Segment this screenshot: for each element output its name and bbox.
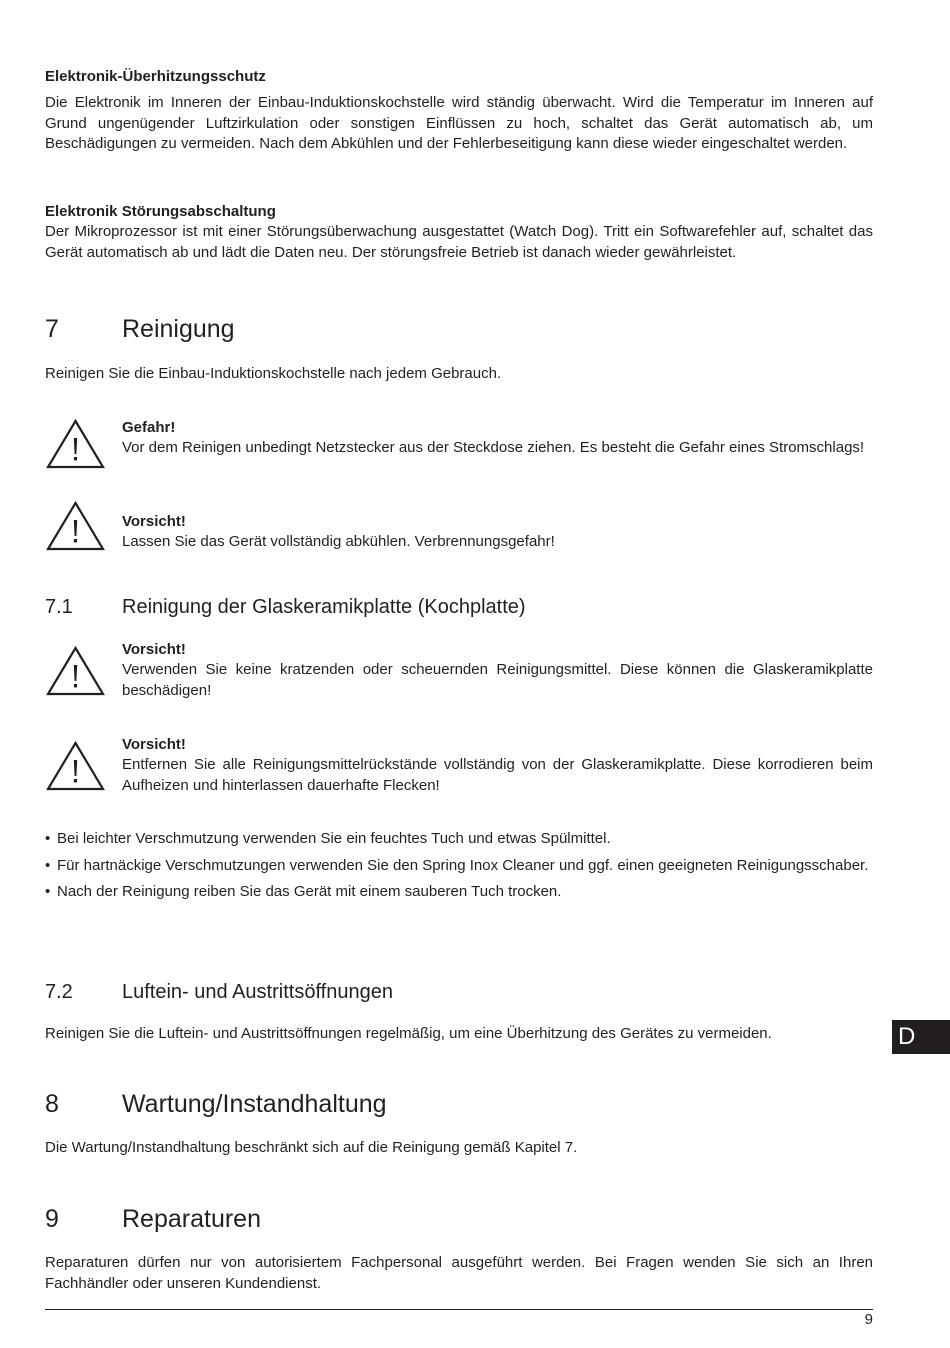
list-item: • Für hartnäckige Verschmutzungen verwenden Sie den Spring Inox Cleaner und ggf. einen geeigneten Reinigungsschaber. [45, 856, 869, 874]
fault-section [45, 202, 873, 263]
chapter-number: 7 [45, 315, 59, 343]
warning-triangle-icon [45, 645, 106, 697]
section-7-1-heading [45, 595, 526, 619]
list-item: • Bei leichter Verschmutzung verwenden Sie ein feuchtes Tuch und etwas Spülmittel. [45, 830, 611, 847]
section-title: Luftein- und Austrittsöffnungen [122, 981, 393, 1003]
section-number: 7.1 [45, 596, 73, 618]
section-7-2-text: Reinigen Sie die Luftein- und Austrittsöffnungen regelmäßig, um eine Überhitzung des Gerätes zu vermeiden. [45, 1025, 772, 1042]
chapter-8-text: Die Wartung/Instandhaltung beschränkt sich auf die Reinigung gemäß Kapitel 7. [45, 1139, 578, 1156]
section-title: Reinigung der Glaskeramikplatte (Kochplatte) [122, 596, 526, 618]
chapter-number: 8 [45, 1090, 59, 1118]
warning-triangle-icon [45, 418, 106, 470]
list-item: • Nach der Reinigung reiben Sie das Gerät mit einem sauberen Tuch trocken. [45, 883, 562, 900]
section-7-2-heading [45, 980, 393, 1004]
warning-title: Vorsicht! [122, 641, 186, 658]
language-tab-marker: D [892, 1020, 950, 1054]
overheat-title: Elektronik-Überhitzungsschutz [45, 68, 266, 85]
chapter-7-heading [45, 314, 235, 344]
chapter-9-text: Reparaturen dürfen nur von autorisiertem Fachpersonal ausgeführt werden. Bei Fragen wenden Sie sich an Ihren Fachhändler oder unseren Kundendienst. [45, 1254, 873, 1292]
warning-text: Verwenden Sie keine kratzenden oder scheuernden Reinigungsmittel. Diese können die Glaskeramikplatte beschädigen! [122, 661, 873, 699]
overheat-text: Die Elektronik im Inneren der Einbau-Induktionskochstelle wird ständig überwacht. Wird die Temperatur im Inneren auf Grund ungenügender Luftzirkulation oder sonstigen Einflüssen zu hoch, schaltet das Gerät automatisch ab, um Beschädigungen zu vermeiden. Nach dem Abkühlen und der Fehlerbeseitigung kann diese wieder eingeschaltet werden. [45, 94, 873, 152]
page-number: 9 [864, 1311, 873, 1328]
warning-triangle-icon [45, 740, 106, 792]
warning-text: Lassen Sie das Gerät vollständig abkühlen. Verbrennungsgefahr! [122, 533, 555, 550]
chapter-number: 9 [45, 1205, 59, 1233]
warning-text: Vor dem Reinigen unbedingt Netzstecker aus der Steckdose ziehen. Es besteht die Gefahr eines Stromschlags! [122, 439, 865, 456]
warning-title: Gefahr! [122, 419, 176, 436]
fault-text: Der Mikroprozessor ist mit einer Störungsüberwachung ausgestattet (Watch Dog). Tritt ein Softwarefehler auf, schaltet das Gerät automatisch ab und lädt die Daten neu. Der störungsfreie Betrieb ist danach wieder gewährleistet. [45, 223, 873, 261]
cleaning-bullet-list [45, 829, 873, 909]
warning-text: Entfernen Sie alle Reinigungsmittelrückstände vollständig von der Glaskeramikplatte. Diese korrodieren beim Aufheizen und hinterlassen dauerhafte Flecken! [122, 756, 873, 794]
chapter-7-intro: Reinigen Sie die Einbau-Induktionskochstelle nach jedem Gebrauch. [45, 365, 502, 382]
warning-title: Vorsicht! [122, 736, 186, 753]
warning-title: Vorsicht! [122, 513, 186, 530]
chapter-title: Wartung/Instandhaltung [122, 1090, 387, 1118]
chapter-9-heading [45, 1204, 261, 1234]
footer-rule [45, 1309, 873, 1310]
fault-title: Elektronik Störungsabschaltung [45, 203, 276, 220]
chapter-title: Reinigung [122, 315, 235, 343]
overheat-section [45, 67, 873, 155]
chapter-8-heading [45, 1089, 387, 1119]
section-number: 7.2 [45, 981, 73, 1003]
warning-triangle-icon [45, 500, 106, 552]
chapter-title: Reparaturen [122, 1205, 261, 1233]
